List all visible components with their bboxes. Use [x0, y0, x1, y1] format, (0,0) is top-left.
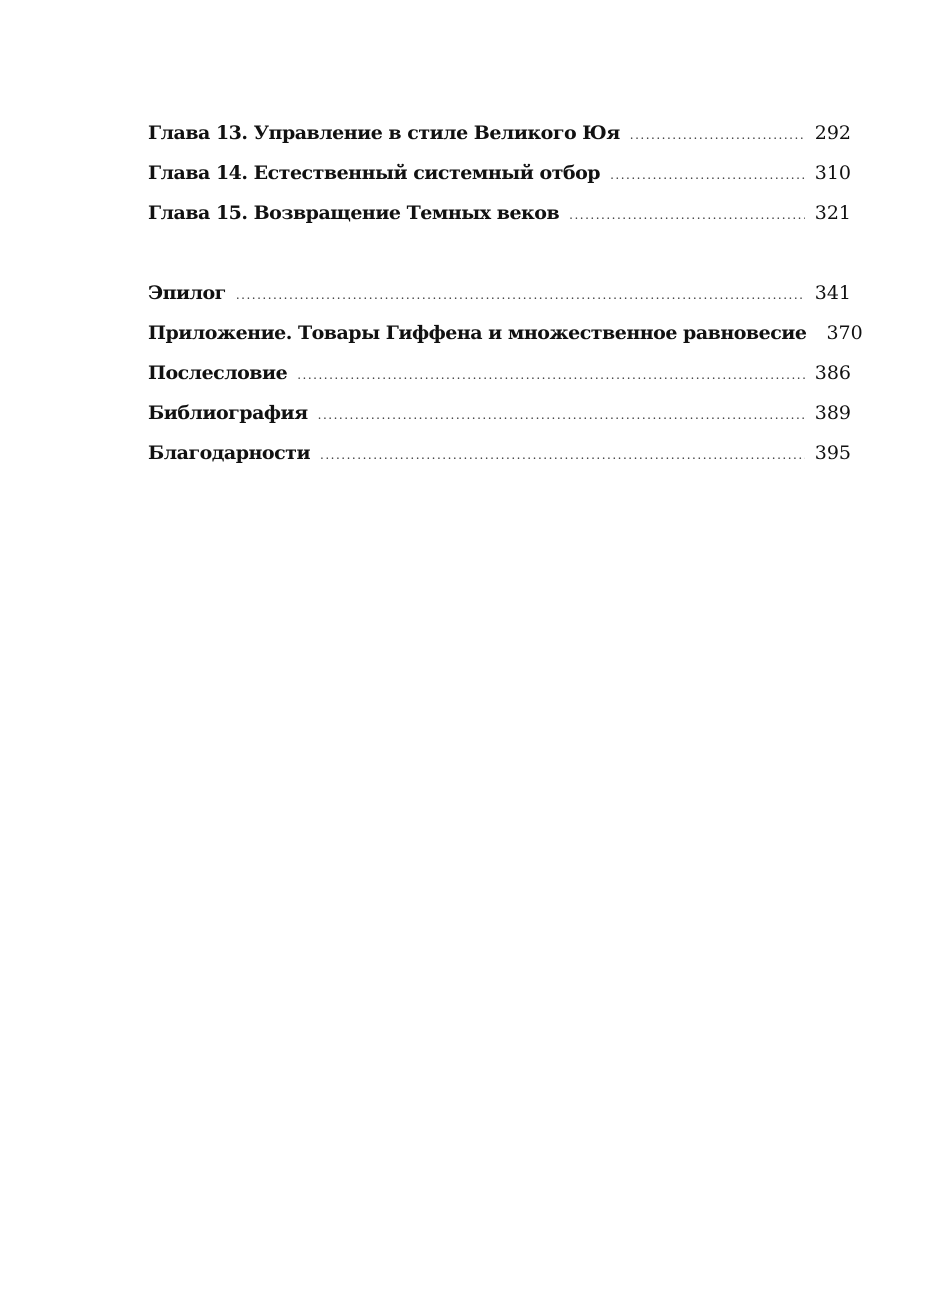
toc-entry[interactable]: [148, 276, 851, 316]
toc-entry-page: 395: [814, 442, 851, 464]
toc-entry[interactable]: [148, 196, 851, 236]
toc-entry[interactable]: [148, 316, 863, 356]
toc-entry[interactable]: [148, 356, 851, 396]
toc-entry-page: 321: [814, 202, 851, 224]
dot-leader: [236, 278, 805, 312]
toc-group-back-matter: [148, 276, 863, 476]
toc-entry-title: Приложение. Товары Гиффена и множественное равновесие: [148, 322, 807, 344]
dot-leader: [318, 398, 805, 432]
toc-entry-title: Глава 14. Естественный системный отбор: [148, 162, 601, 184]
toc-entry-title: Послесловие: [148, 362, 288, 384]
toc-entry-page: 386: [814, 362, 851, 384]
toc-entry[interactable]: [148, 116, 851, 156]
table-of-contents: [148, 116, 863, 476]
toc-entry[interactable]: [148, 436, 851, 476]
toc-entry-page: 292: [814, 122, 851, 144]
toc-entry-title: Библиография: [148, 402, 308, 424]
toc-entry-title: Глава 15. Возвращение Темных веков: [148, 202, 560, 224]
dot-leader: [297, 358, 805, 392]
toc-entry[interactable]: [148, 396, 851, 436]
toc-group-chapters: [148, 116, 851, 236]
toc-entry-page: 341: [814, 282, 851, 304]
toc-entry-page: 389: [814, 402, 851, 424]
dot-leader: [630, 118, 805, 152]
dot-leader: [320, 438, 805, 472]
toc-entry-title: Глава 13. Управление в стиле Великого Юя: [148, 122, 620, 144]
dot-leader: [610, 158, 805, 192]
toc-entry-title: Эпилог: [148, 282, 226, 304]
toc-entry-page: 310: [814, 162, 851, 184]
toc-entry-title: Благодарности: [148, 442, 311, 464]
toc-entry[interactable]: [148, 156, 851, 196]
dot-leader: [569, 198, 805, 232]
toc-entry-page: 370: [826, 322, 863, 344]
